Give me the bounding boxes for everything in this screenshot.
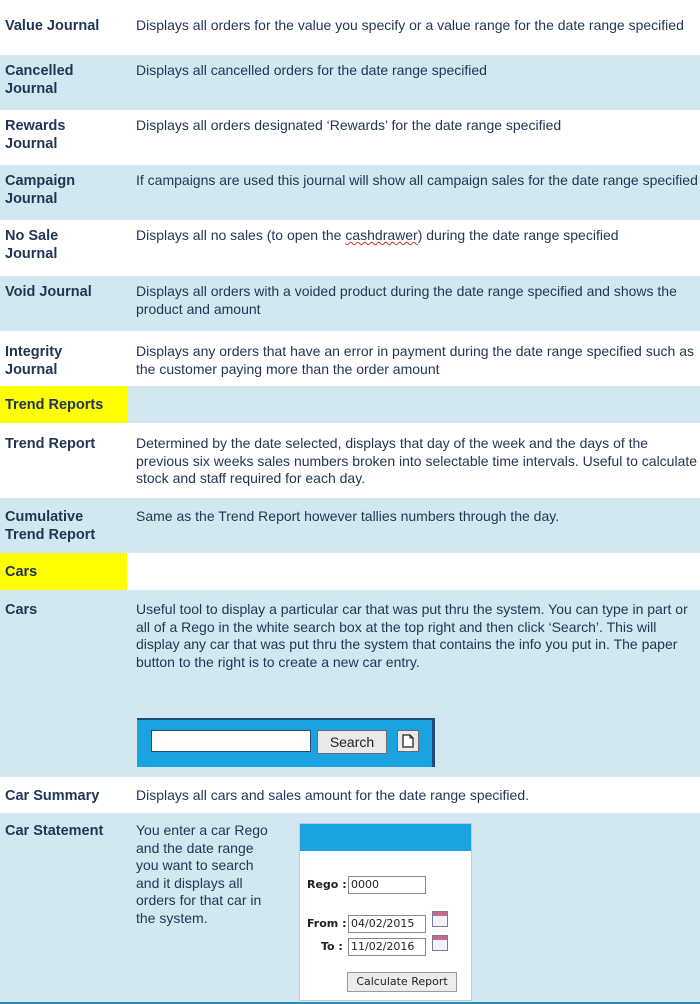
row-desc: Useful tool to display a particular car that was put thru the system. You can type in part or all of a Rego in the white search box at the top right and then click ‘Search’. This will display any car that was put thru the system that contains the info you put in. The paper button to the right is to create a new car entry. [136,601,688,670]
row-name: Trend Report [5,436,96,452]
document-icon [402,734,414,748]
row-name: Cars [5,602,38,618]
table-row [0,813,700,1004]
row-desc: Displays all cars and sales amount for the date range specified. [136,787,529,803]
table-row [0,331,700,386]
calendar-icon[interactable] [432,935,448,951]
table-row [0,0,700,55]
table-row [0,276,700,331]
from-date-input[interactable]: 04/02/2015 [348,915,426,933]
car-statement-form [299,823,472,1001]
table-row [0,590,700,777]
row-desc: Displays all cancelled orders for the date range specified [136,62,487,78]
calendar-icon[interactable] [432,911,448,927]
row-desc: Determined by the date selected, displays that day of the week and the days of the previous six weeks sales numbers broken into selectable time intervals. Useful to calculate stock and staff required for each day. [136,435,698,486]
search-input[interactable] [151,730,311,752]
search-toolbar [137,718,435,767]
row-name: Rewards Journal [5,118,66,152]
table-row [0,498,700,553]
section-header-row [0,386,700,423]
row-desc: Displays all orders for the value you specify or a value range for the date range specified [136,17,684,33]
rego-label: Rego : [307,878,347,891]
row-desc: You enter a car Rego and the date range you want to search and it displays all orders for that car in the system. [136,822,268,926]
row-name: Void Journal [5,284,92,300]
row-desc: Displays any orders that have an error in payment during the date range specified such as the customer paying more than the order amount [136,343,694,377]
to-label: To : [321,940,343,953]
from-label: From : [307,917,347,930]
row-desc: Displays all no sales (to open the cashdrawer) during the date range specified [136,227,619,243]
table-row [0,423,700,498]
row-desc: Same as the Trend Report however tallies numbers through the day. [136,508,560,524]
section-header-row [0,553,700,590]
row-name: Cumulative Trend Report [5,509,96,543]
form-header [300,824,471,851]
table-row [0,165,700,220]
to-date-input[interactable]: 11/02/2016 [348,938,426,956]
calculate-report-button[interactable]: Calculate Report [347,972,457,992]
table-row [0,55,700,110]
row-name: Value Journal [5,18,100,34]
table-row [0,220,700,276]
search-button[interactable]: Search [317,730,387,754]
row-name: Car Statement [5,823,104,839]
row-desc: Displays all orders designated ‘Rewards’ for the date range specified [136,117,562,133]
section-label: Trend Reports [0,386,127,423]
row-name: No Sale Journal [5,228,59,262]
row-name: Car Summary [5,788,100,804]
row-name: Cancelled Journal [5,63,74,97]
new-car-button[interactable] [397,730,419,752]
table-row [0,110,700,165]
row-desc: If campaigns are used this journal will show all campaign sales for the date range specified [136,172,698,188]
row-desc: Displays all orders with a voided product during the date range specified and shows the product and amount [136,283,677,317]
section-label: Cars [0,553,127,590]
rego-input[interactable]: 0000 [348,876,426,894]
row-name: Integrity Journal [5,344,63,378]
row-name: Campaign Journal [5,173,76,207]
table-row [0,777,700,813]
